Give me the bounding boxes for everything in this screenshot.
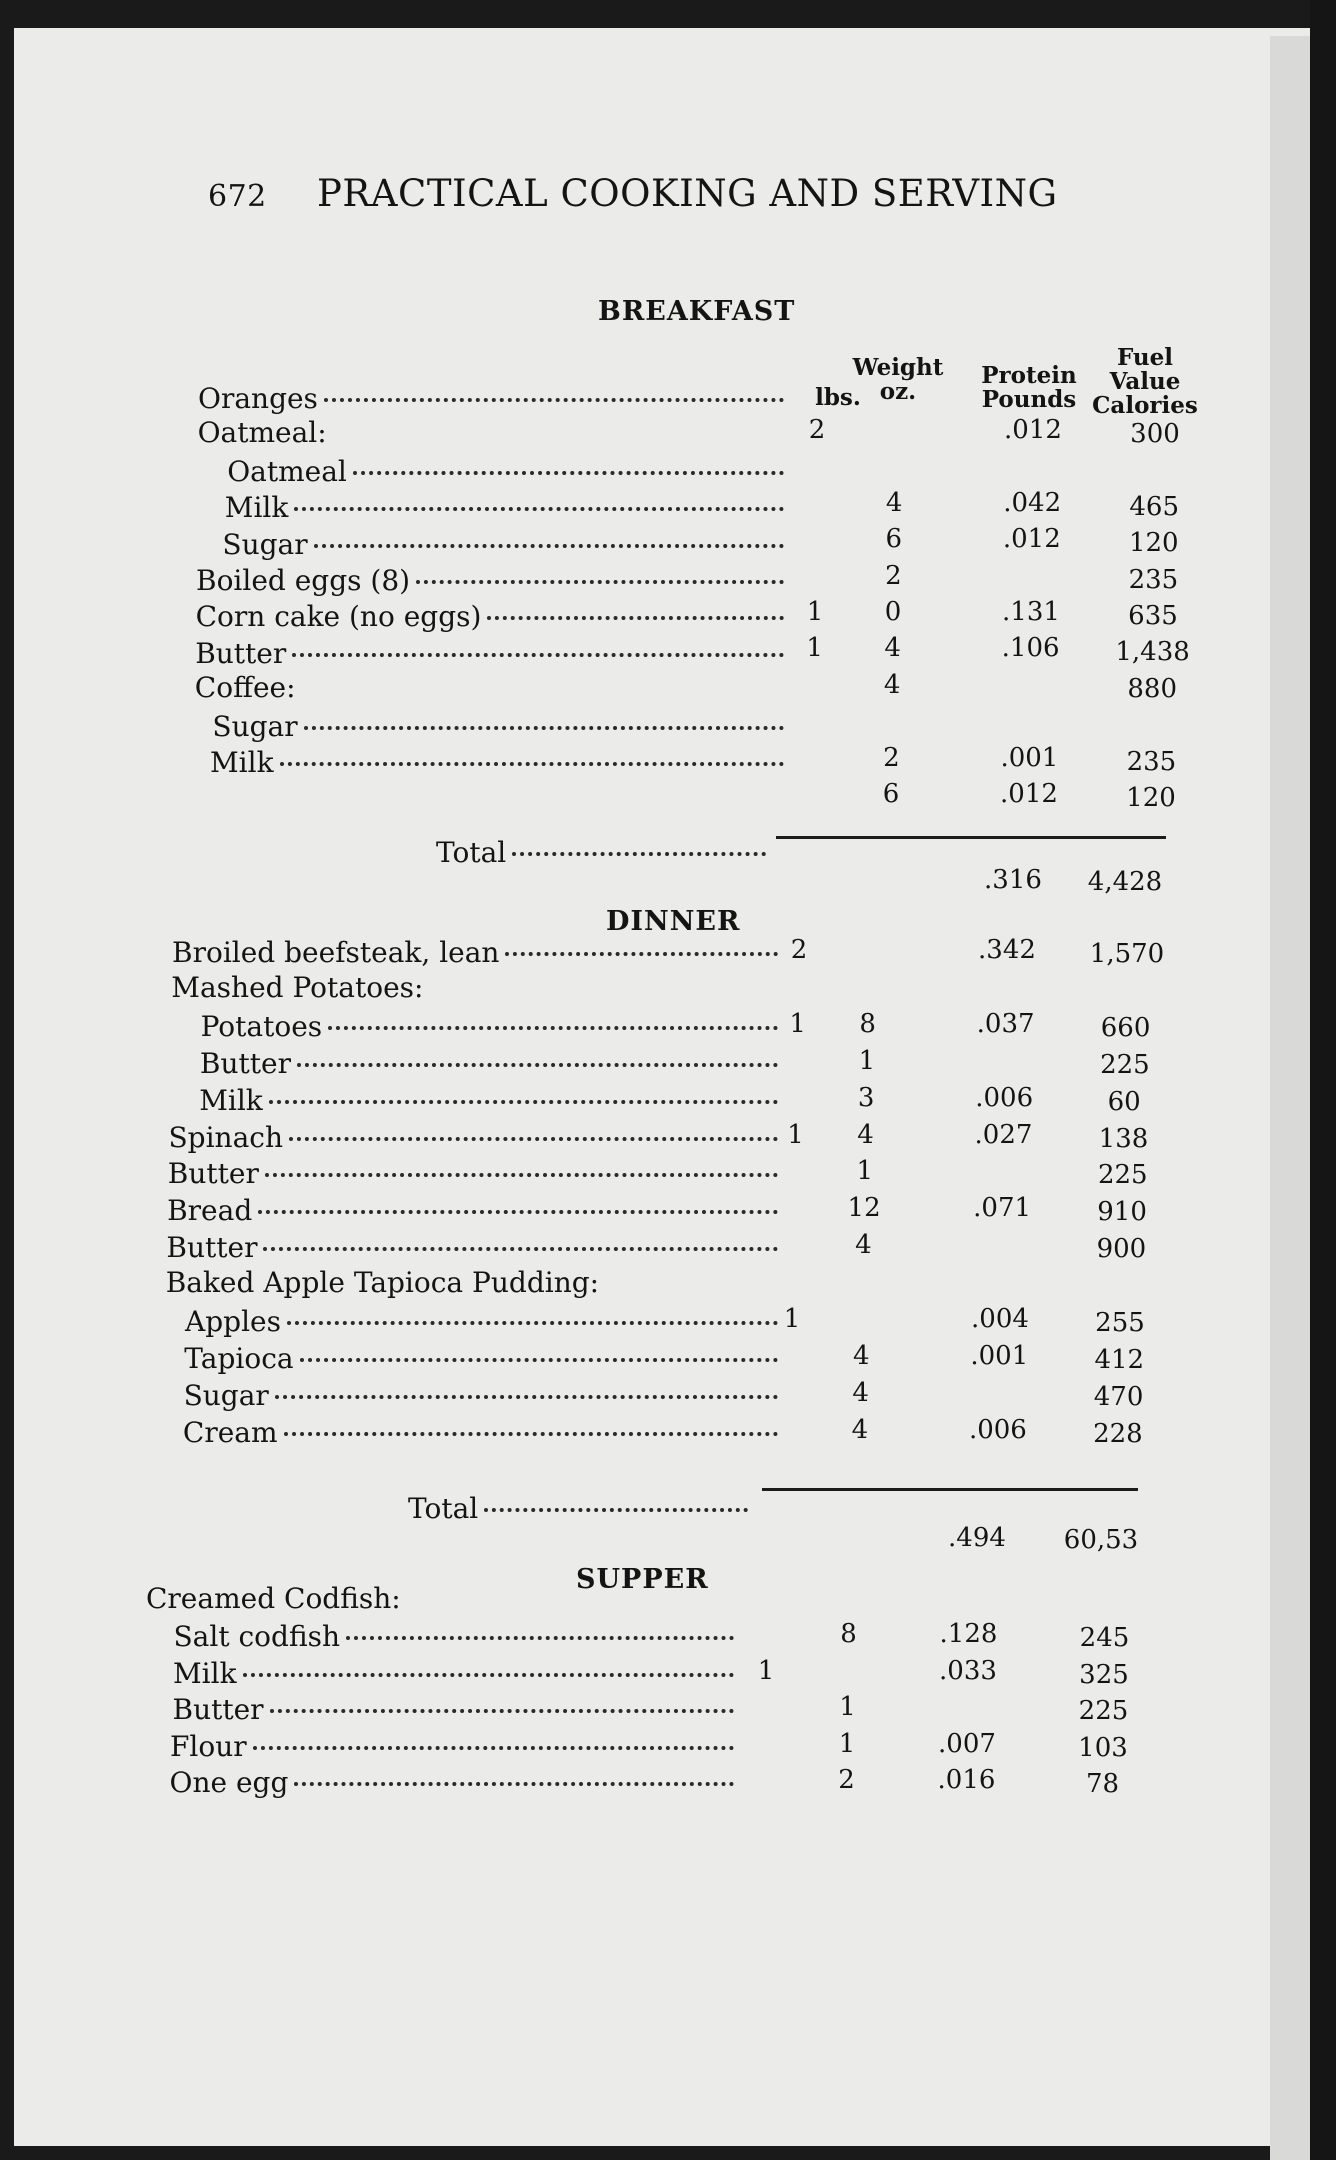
dot-leader [269,1076,778,1104]
dinner-item-label: Sugar [183,1378,269,1412]
dinner-oz-cell: 1 [858,1045,876,1076]
supper-lbs-cell: 1 [757,1655,775,1686]
supper-row [173,1691,741,1725]
supper-item-label: Flour [170,1729,247,1763]
breakfast-row [227,453,790,487]
running-header [208,172,1058,215]
dinner-row [166,1266,784,1300]
breakfast-oz-cell: 4 [884,633,901,664]
dinner-protein-cell: .006 [968,1414,1027,1445]
supper-fuel-cell: 225 [1078,1696,1129,1727]
breakfast-item-label: Butter [195,636,287,670]
dinner-protein-cell: .006 [975,1082,1034,1113]
dot-leader [265,1149,778,1177]
page-number: 672 [208,179,267,214]
dot-leader [243,1649,734,1677]
dot-leader [416,556,784,584]
dinner-row [184,1340,784,1374]
dinner-item-label: Butter [167,1157,259,1191]
supper-heading: SUPPER [576,1564,709,1595]
breakfast-item-label: Milk [210,746,274,779]
supper-row [174,1618,741,1652]
breakfast-fuel-cell: 880 [1127,673,1177,704]
dinner-item-label: Milk [199,1083,263,1117]
dinner-fuel-cell: 225 [1097,1160,1148,1191]
breakfast-item-label: Sugar [222,527,308,561]
dinner-oz-cell: 4 [851,1414,869,1445]
breakfast-fuel-cell: 1,438 [1115,637,1190,668]
supper-oz-cell: 1 [838,1728,856,1759]
breakfast-total-rule [776,836,1166,839]
supper-protein-cell: .128 [939,1619,998,1650]
breakfast-row [225,489,790,523]
page-edge [1270,36,1310,2160]
dot-leader [289,1113,778,1141]
breakfast-fuel-cell: 235 [1128,564,1179,595]
breakfast-protein-cell: .131 [1002,597,1060,627]
breakfast-oz-cell: 4 [885,487,903,518]
supper-item-label: Salt codfish [173,1620,341,1654]
breakfast-lbs-cell: 2 [808,415,826,445]
breakfast-protein-cell: .012 [1004,415,1062,445]
dinner-heading: DINNER [606,906,741,937]
supper-fuel-cell: 78 [1085,1769,1120,1799]
breakfast-fuel-cell: 120 [1126,783,1176,813]
breakfast-total-fuel: 4,428 [1087,867,1163,897]
running-title: PRACTICAL COOKING AND SERVING [317,172,1058,215]
dot-leader [324,374,784,402]
dinner-row [184,1377,784,1411]
supper-row [170,1764,741,1798]
dinner-lbs-cell: 1 [789,1008,806,1039]
dinner-oz-cell: 4 [857,1119,874,1150]
dinner-lbs-cell: 2 [790,935,808,965]
breakfast-oz-cell: 4 [883,669,901,700]
breakfast-heading: BREAKFAST [598,296,796,327]
breakfast-row [198,416,790,450]
dinner-fuel-cell: 138 [1098,1123,1149,1154]
dinner-row [171,971,784,1005]
breakfast-row [210,744,790,778]
breakfast-oz-cell: 6 [882,779,900,809]
breakfast-item-label: Oranges [198,382,318,415]
breakfast-fuel-cell: 300 [1130,419,1180,449]
dinner-oz-cell: 4 [852,1377,869,1408]
dinner-fuel-cell: 1,570 [1089,939,1165,969]
dot-leader [258,1186,778,1214]
dot-leader [328,1002,778,1030]
dot-leader [294,483,784,511]
dinner-item-label: Bread [167,1194,253,1228]
dot-leader [304,702,784,730]
dinner-item-label: Broiled beefsteak, lean [172,936,500,969]
dinner-oz-cell: 4 [855,1230,872,1261]
dinner-oz-cell: 3 [857,1082,875,1113]
dinner-protein-cell: .001 [970,1340,1029,1371]
breakfast-total-protein: .316 [984,865,1042,895]
dot-leader [280,738,784,766]
supper-row [173,1655,740,1689]
supper-protein-cell: .007 [938,1728,996,1759]
supper-oz-cell: 2 [838,1765,855,1795]
breakfast-row [198,380,790,414]
dot-leader [512,828,766,856]
col-lbs-head: lbs. [815,384,861,411]
breakfast-item-label: Oatmeal: [197,416,327,450]
dinner-oz-cell: 12 [847,1193,881,1224]
dinner-fuel-cell: 412 [1094,1344,1145,1375]
dinner-oz-cell: 4 [853,1340,870,1371]
dinner-fuel-cell: 225 [1100,1049,1150,1080]
dinner-row [185,1303,784,1337]
dinner-protein-cell: .004 [971,1304,1029,1334]
dot-leader [253,1722,734,1750]
breakfast-total-row [436,834,772,868]
dinner-row [183,1414,784,1448]
breakfast-protein-cell: .012 [1000,779,1058,809]
breakfast-fuel-cell: 635 [1128,601,1178,631]
breakfast-item-label: Boiled eggs (8) [196,564,411,597]
dinner-row [172,934,784,968]
supper-oz-cell: 1 [839,1692,856,1723]
dinner-item-label: Butter [199,1046,291,1080]
dot-leader [484,1484,748,1512]
dot-leader [284,1408,778,1436]
supper-item-label: Butter [172,1693,264,1727]
dinner-item-label: Potatoes [200,1009,323,1043]
dinner-total-label: Total [408,1492,479,1525]
dinner-item-label: Butter [166,1231,258,1265]
dinner-protein-cell: .027 [974,1119,1033,1150]
dinner-fuel-cell: 910 [1097,1197,1147,1228]
dinner-item-label: Baked Apple Tapioca Pudding: [165,1266,600,1300]
breakfast-protein-cell: .106 [1001,633,1060,664]
breakfast-row [212,708,790,742]
dinner-total-rule [762,1488,1138,1491]
dinner-fuel-cell: 470 [1093,1381,1144,1412]
breakfast-oz-cell: 6 [885,524,903,555]
scan-border [1310,0,1336,2160]
breakfast-fuel-cell: 465 [1129,491,1179,522]
dinner-fuel-cell: 60 [1107,1086,1141,1117]
dinner-item-label: Spinach [168,1120,284,1154]
dinner-row [166,1229,784,1263]
dinner-total-fuel: 60,53 [1063,1525,1139,1555]
breakfast-oz-cell: 0 [884,597,902,627]
supper-protein-cell: .016 [937,1765,996,1795]
dinner-row [201,1008,784,1042]
supper-fuel-cell: 245 [1079,1623,1130,1654]
breakfast-row [196,562,790,596]
breakfast-lbs-cell: 1 [806,633,823,664]
dinner-item-label: Apples [185,1305,281,1338]
breakfast-item-label: Sugar [212,709,298,743]
dot-leader [346,1612,734,1640]
dot-leader [505,928,778,956]
dinner-item-label: Mashed Potatoes: [171,970,424,1004]
breakfast-fuel-cell: 120 [1128,528,1179,559]
dot-leader [270,1685,734,1713]
dinner-fuel-cell: 228 [1093,1418,1143,1449]
supper-oz-cell: 8 [840,1619,857,1650]
supper-fuel-cell: 325 [1079,1659,1129,1690]
breakfast-item-label: Oatmeal [227,454,347,488]
breakfast-item-label: Coffee: [194,671,296,705]
dinner-row [167,1192,784,1226]
dinner-item-label: Tapioca [184,1341,294,1375]
dinner-lbs-cell: 1 [783,1304,801,1334]
breakfast-row [195,671,790,705]
breakfast-fuel-cell: 235 [1126,746,1177,777]
supper-fuel-cell: 103 [1078,1732,1128,1763]
supper-row [170,1728,740,1762]
breakfast-item-label: Corn cake (no eggs) [195,600,482,634]
dinner-fuel-cell: 900 [1096,1234,1147,1265]
dot-leader [287,1297,778,1325]
breakfast-row [195,635,790,669]
dinner-protein-cell: .071 [973,1193,1032,1224]
col-protein-head: Protein Pounds [981,362,1077,413]
breakfast-protein-cell: .001 [1000,742,1059,773]
dinner-row [168,1155,784,1189]
supper-protein-cell: .033 [939,1655,997,1686]
dot-leader [353,447,784,475]
dinner-lbs-cell: 1 [787,1119,804,1150]
dinner-item-label: Cream [182,1415,278,1449]
dot-leader [300,1334,778,1362]
dinner-row [199,1082,784,1116]
dinner-fuel-cell: 660 [1100,1012,1151,1043]
dinner-total-protein: .494 [948,1523,1006,1553]
dinner-protein-cell: .342 [978,935,1036,965]
dot-leader [297,1039,778,1067]
breakfast-item-label: Milk [224,491,289,525]
dinner-total-row [408,1490,754,1524]
supper-row [146,1582,740,1616]
dot-leader [314,520,784,548]
dinner-protein-cell: .037 [976,1008,1035,1039]
dinner-oz-cell: 1 [856,1156,874,1187]
supper-item-label: One egg [169,1766,289,1799]
col-fuel-head: Fuel Value Calories [1092,344,1198,419]
breakfast-row [196,598,790,632]
breakfast-lbs-cell: 1 [806,597,824,627]
dinner-oz-cell: 8 [859,1008,876,1039]
breakfast-protein-cell: .012 [1002,524,1061,555]
dot-leader [292,629,784,657]
breakfast-oz-cell: 2 [883,742,900,773]
breakfast-total-label: Total [436,836,507,869]
dot-leader [275,1371,778,1399]
breakfast-oz-cell: 2 [885,560,902,591]
supper-item-label: Milk [173,1656,237,1690]
dot-leader [263,1223,778,1251]
dinner-row [200,1045,784,1079]
supper-item-label: Creamed Codfish: [146,1582,401,1615]
col-weight-head: Weight oz. [852,354,944,405]
dot-leader [294,1758,734,1786]
dinner-fuel-cell: 255 [1095,1308,1145,1338]
breakfast-protein-cell: .042 [1003,487,1062,518]
dinner-row [169,1119,785,1153]
dot-leader [487,592,784,620]
breakfast-row [222,526,790,560]
